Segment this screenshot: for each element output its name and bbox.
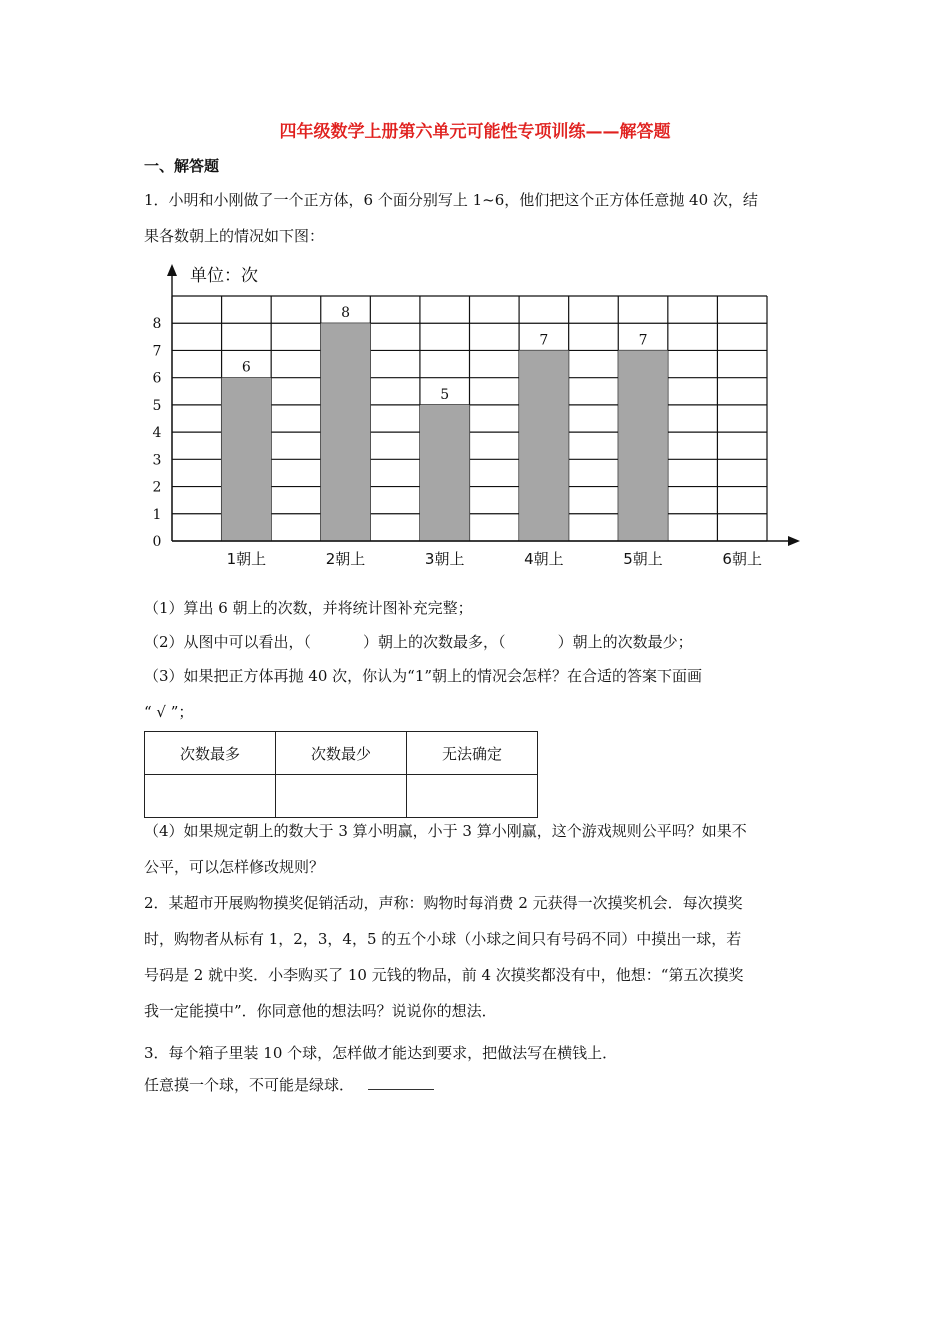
bar-5 bbox=[618, 350, 668, 541]
category-label-5: 5朝上 bbox=[623, 550, 663, 568]
y-tick-label: 5 bbox=[152, 397, 162, 414]
category-label-1: 1朝上 bbox=[226, 550, 267, 568]
data-label-1: 6 bbox=[241, 359, 251, 376]
q1-sub3-line2: “ √ ”； bbox=[144, 703, 194, 721]
page-title: 四年级数学上册第六单元可能性专项训练——解答题 bbox=[279, 122, 671, 142]
bar-3 bbox=[420, 405, 470, 541]
answer-table bbox=[144, 731, 538, 818]
q3-requirement: 任意摸一个球，不可能是绿球． bbox=[144, 1076, 355, 1094]
table-cell-uncertain[interactable] bbox=[407, 775, 538, 818]
q1-sub2-part-c: ）朝上的次数最少； bbox=[557, 633, 693, 651]
table-header-most: 次数最多 bbox=[145, 732, 276, 775]
q3-text-line2 bbox=[144, 1075, 434, 1095]
y-tick-label: 6 bbox=[152, 370, 162, 387]
category-label-2: 2朝上 bbox=[325, 550, 366, 568]
q1-sub2-part-b: ）朝上的次数最多，（ bbox=[363, 633, 506, 651]
y-tick-label: 8 bbox=[152, 316, 162, 333]
q3-text-line1: 3．每个箱子里装 10 个球，怎样做才能达到要求，把做法写在横钱上． bbox=[144, 1044, 618, 1062]
data-label-2: 8 bbox=[341, 305, 351, 322]
section-heading: 一、解答题 bbox=[144, 157, 220, 175]
table-header-least: 次数最少 bbox=[276, 732, 407, 775]
q1-sub1: （1）算出 6 朝上的次数，并将统计图补充完整； bbox=[144, 599, 473, 617]
q1-sub2-part-a: （2）从图中可以看出，（ bbox=[144, 633, 312, 651]
q2-text-line1: 2．某超市开展购物摸奖促销活动，声称：购物时每消费 2 元获得一次摸奖机会．每次摸奖 bbox=[144, 894, 743, 912]
bar-2 bbox=[321, 323, 371, 541]
q2-text-line4: 我一定能摸中”．你同意他的想法吗？说说你的想法． bbox=[144, 1002, 497, 1020]
table-cell-most[interactable] bbox=[145, 775, 276, 818]
category-label-3: 3朝上 bbox=[424, 550, 465, 568]
bar-1 bbox=[222, 378, 272, 541]
data-label-5: 7 bbox=[638, 332, 648, 349]
y-tick-label: 1 bbox=[152, 506, 162, 523]
y-tick-label: 2 bbox=[152, 479, 162, 496]
y-tick-label: 0 bbox=[152, 534, 162, 550]
x-axis-arrow bbox=[788, 536, 800, 546]
bar-chart bbox=[140, 258, 810, 570]
y-axis-label: 单位：次 bbox=[190, 266, 258, 286]
data-label-3: 5 bbox=[440, 386, 450, 403]
bar-4 bbox=[519, 350, 569, 541]
y-tick-label: 4 bbox=[152, 425, 162, 442]
table-cell-least[interactable] bbox=[276, 775, 407, 818]
y-tick-label: 7 bbox=[152, 343, 162, 360]
category-label-6: 6朝上 bbox=[722, 550, 762, 568]
y-axis-arrow bbox=[167, 264, 177, 276]
data-label-4: 7 bbox=[539, 332, 549, 349]
q1-sub2 bbox=[144, 632, 693, 652]
q2-text-line3: 号码是 2 就中奖．小李购买了 10 元钱的物品，前 4 次摸奖都没有中，他想：“第五次摸奖 bbox=[144, 966, 744, 984]
q2-text-line2: 时，购物者从标有 1，2，3，4，5 的五个小球（小球之间只有号码不同）中摸出一球，若 bbox=[144, 930, 742, 948]
q1-sub3-line1: （3）如果把正方体再抛 40 次，你认为“1”朝上的情况会怎样？在合适的答案下面画 bbox=[144, 667, 703, 685]
y-tick-label: 3 bbox=[152, 452, 162, 469]
q1-text-line1: 1．小明和小刚做了一个正方体，6 个面分别写上 1~6，他们把这个正方体任意抛 40 次，结 bbox=[144, 191, 758, 209]
answer-line[interactable] bbox=[368, 1075, 434, 1090]
q1-sub4-line2: 公平，可以怎样修改规则？ bbox=[144, 858, 325, 876]
category-label-4: 4朝上 bbox=[524, 550, 564, 568]
q1-text-line2: 果各数朝上的情况如下图： bbox=[144, 227, 325, 245]
table-header-uncertain: 无法确定 bbox=[407, 732, 538, 775]
q1-sub4-line1: （4）如果规定朝上的数大于 3 算小明赢，小于 3 算小刚赢，这个游戏规则公平吗？如果不 bbox=[144, 822, 747, 840]
